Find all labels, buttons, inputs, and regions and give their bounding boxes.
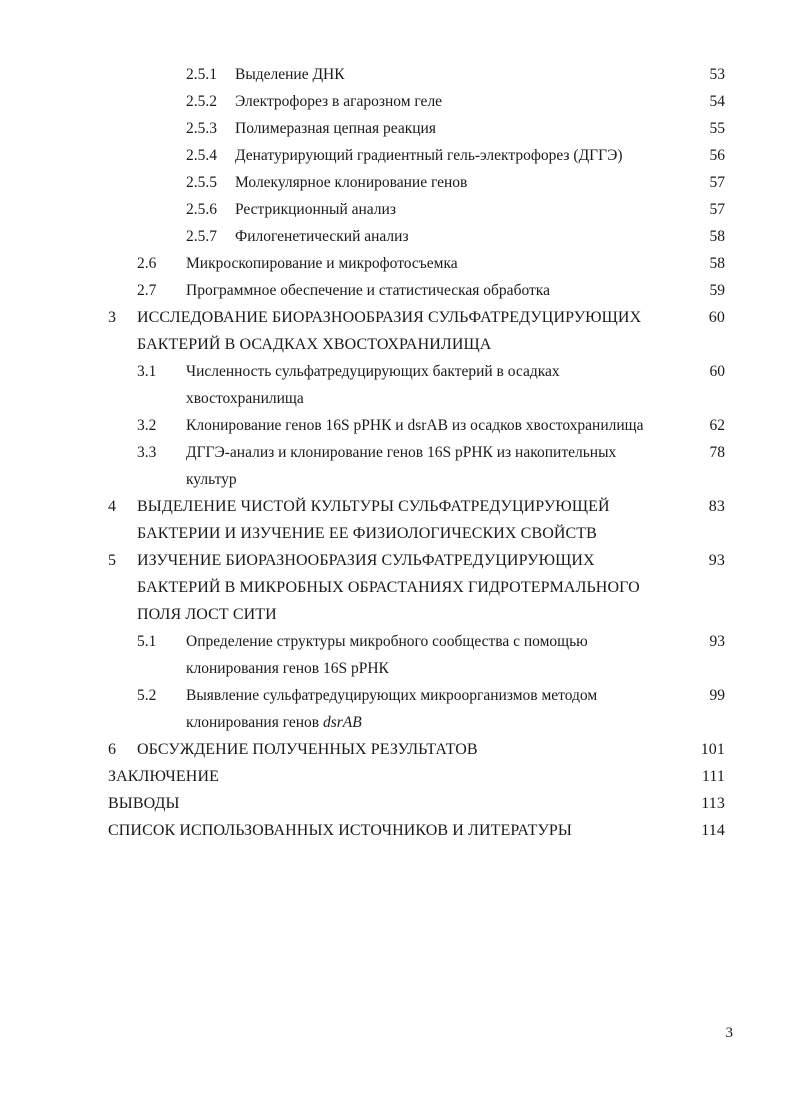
toc-entry-title: ПОЛЯ ЛОСТ СИТИ bbox=[137, 606, 277, 623]
toc-entry-page: 93 bbox=[708, 552, 725, 569]
toc-entry-number: 2.5.1 bbox=[186, 66, 217, 83]
toc-entry-continuation bbox=[0, 385, 793, 412]
toc-entry-title: Клонирование генов 16S рРНК и dsrAB из осадков хвостохранилища bbox=[186, 417, 644, 434]
toc-entry-title: Филогенетический анализ bbox=[235, 228, 409, 245]
toc-entry-title: Денатурирующий градиентный гель-электрофорез (ДГГЭ) bbox=[235, 147, 623, 164]
toc-entry-title: Программное обеспечение и статистическая обработка bbox=[186, 282, 550, 299]
toc-entry-title bbox=[186, 709, 362, 736]
toc-entry-title: БАКТЕРИЙ В ОСАДКАХ ХВОСТОХРАНИЛИЩА bbox=[137, 336, 492, 353]
toc-entry bbox=[0, 817, 793, 844]
toc-entry-title: хвостохранилища bbox=[186, 390, 304, 407]
toc-entry-title: ВЫВОДЫ bbox=[108, 795, 180, 812]
toc-entry-number: 2.5.5 bbox=[186, 174, 217, 191]
toc-entry-page: 114 bbox=[701, 822, 725, 839]
toc-entry bbox=[0, 277, 793, 304]
toc-entry-title-italic: dsrAB bbox=[322, 714, 362, 731]
toc-entry-number: 5.2 bbox=[137, 687, 157, 704]
toc-entry-page: 101 bbox=[700, 741, 725, 758]
toc-entry-continuation bbox=[0, 655, 793, 682]
toc-entry bbox=[0, 358, 793, 385]
toc-entry-number: 2.5.2 bbox=[186, 93, 217, 110]
toc-entry-number: 2.5.4 bbox=[186, 147, 217, 164]
toc-entry-page: 57 bbox=[709, 201, 725, 218]
toc-entry-continuation bbox=[0, 601, 793, 628]
toc-entry-continuation bbox=[0, 709, 793, 736]
toc-entry-number: 3.3 bbox=[137, 444, 157, 461]
toc-entry-title: БАКТЕРИИ И ИЗУЧЕНИЕ ЕЕ ФИЗИОЛОГИЧЕСКИХ СВОЙСТВ bbox=[137, 525, 597, 542]
toc-entry-number: 3 bbox=[108, 309, 117, 326]
toc-entry bbox=[0, 628, 793, 655]
toc-entry-page: 58 bbox=[709, 255, 725, 272]
toc-entry-title: Полимеразная цепная реакция bbox=[235, 120, 436, 137]
toc-entry-title: клонирования генов 16S рРНК bbox=[186, 660, 389, 677]
toc-entry-title: Молекулярное клонирование генов bbox=[235, 174, 468, 191]
toc-entry bbox=[0, 250, 793, 277]
toc-entry-title: Выявление сульфатредуцирующих микроорганизмов методом bbox=[186, 687, 598, 704]
toc-entry-title: ИССЛЕДОВАНИЕ БИОРАЗНООБРАЗИЯ СУЛЬФАТРЕДУЦИРУЮЩИХ bbox=[137, 309, 642, 326]
toc-entry bbox=[0, 547, 793, 574]
toc-entry bbox=[0, 763, 793, 790]
toc-entry bbox=[0, 169, 793, 196]
toc-entry-page: 55 bbox=[709, 120, 725, 137]
toc-entry-title: Электрофорез в агарозном геле bbox=[235, 93, 443, 110]
toc-entry-continuation bbox=[0, 466, 793, 493]
toc-entry bbox=[0, 304, 793, 331]
toc-entry-page: 60 bbox=[708, 309, 725, 326]
toc-entry-continuation bbox=[0, 520, 793, 547]
toc-entry-number: 3.1 bbox=[137, 363, 157, 380]
toc-entry-title: ОБСУЖДЕНИЕ ПОЛУЧЕННЫХ РЕЗУЛЬТАТОВ bbox=[137, 741, 478, 758]
toc-entry bbox=[0, 142, 793, 169]
toc-entry-number: 4 bbox=[108, 498, 117, 515]
toc-entry-page: 60 bbox=[709, 363, 725, 380]
toc-entry bbox=[0, 736, 793, 763]
toc-entry-title: Определение структуры микробного сообщества с помощью bbox=[186, 633, 588, 650]
page-number: 3 bbox=[725, 1025, 733, 1041]
toc-entry-continuation bbox=[0, 574, 793, 601]
toc-entry-number: 5.1 bbox=[137, 633, 157, 650]
toc-entry-page: 99 bbox=[709, 687, 725, 704]
toc-entry bbox=[0, 88, 793, 115]
toc-entry-number: 2.5.7 bbox=[186, 228, 217, 245]
toc-entry-page: 93 bbox=[709, 633, 725, 650]
toc-entry-title: ИЗУЧЕНИЕ БИОРАЗНООБРАЗИЯ СУЛЬФАТРЕДУЦИРУЮЩИХ bbox=[137, 552, 595, 569]
toc-entry-page: 83 bbox=[708, 498, 725, 515]
toc-entry bbox=[0, 790, 793, 817]
toc-entry-title: ЗАКЛЮЧЕНИЕ bbox=[108, 768, 219, 785]
toc-entry-number: 5 bbox=[108, 552, 117, 569]
toc-entry-page: 54 bbox=[709, 93, 725, 110]
toc-entry-continuation bbox=[0, 331, 793, 358]
toc-entry-number: 2.5.6 bbox=[186, 201, 217, 218]
toc-entry-number: 2.5.3 bbox=[186, 120, 217, 137]
toc-entry-title: ДГГЭ-анализ и клонирование генов 16S рРНК из накопительных bbox=[186, 444, 617, 461]
toc-entry-number: 2.6 bbox=[137, 255, 157, 272]
toc-entry-number: 6 bbox=[108, 741, 117, 758]
toc-entry bbox=[0, 223, 793, 250]
toc-entry-title: культур bbox=[186, 471, 237, 488]
toc-entry-page: 56 bbox=[709, 147, 725, 164]
toc-entry-page: 78 bbox=[709, 444, 725, 461]
toc-entry bbox=[0, 682, 793, 709]
toc-entry-title-prefix: клонирования генов bbox=[186, 714, 323, 731]
toc-entry-page: 58 bbox=[709, 228, 725, 245]
toc-entry-title: Численность сульфатредуцирующих бактерий в осадках bbox=[186, 363, 560, 380]
toc-entry-title: БАКТЕРИЙ В МИКРОБНЫХ ОБРАСТАНИЯХ ГИДРОТЕРМАЛЬНОГО bbox=[137, 579, 640, 596]
toc-entry bbox=[0, 412, 793, 439]
toc-entry-page: 111 bbox=[701, 768, 725, 785]
toc-entry bbox=[0, 196, 793, 223]
toc-entry-title: Выделение ДНК bbox=[235, 66, 345, 83]
toc-entry bbox=[0, 61, 793, 88]
toc-entry-title: Рестрикционный анализ bbox=[235, 201, 396, 218]
toc-entry-number: 2.7 bbox=[137, 282, 157, 299]
toc-entry bbox=[0, 439, 793, 466]
toc-entry-title: ВЫДЕЛЕНИЕ ЧИСТОЙ КУЛЬТУРЫ СУЛЬФАТРЕДУЦИРУЮЩЕЙ bbox=[137, 498, 610, 515]
toc-entry-page: 57 bbox=[709, 174, 725, 191]
toc-entry-title: СПИСОК ИСПОЛЬЗОВАННЫХ ИСТОЧНИКОВ И ЛИТЕРАТУРЫ bbox=[108, 822, 572, 839]
toc-entry-page: 113 bbox=[701, 795, 725, 812]
toc-entry bbox=[0, 493, 793, 520]
toc-entry-number: 3.2 bbox=[137, 417, 157, 434]
toc-entry bbox=[0, 115, 793, 142]
toc-entry-page: 62 bbox=[709, 417, 725, 434]
toc-entry-title: Микроскопирование и микрофотосъемка bbox=[186, 255, 458, 272]
toc-entry-page: 59 bbox=[709, 282, 725, 299]
toc-entry-page: 53 bbox=[709, 66, 725, 83]
